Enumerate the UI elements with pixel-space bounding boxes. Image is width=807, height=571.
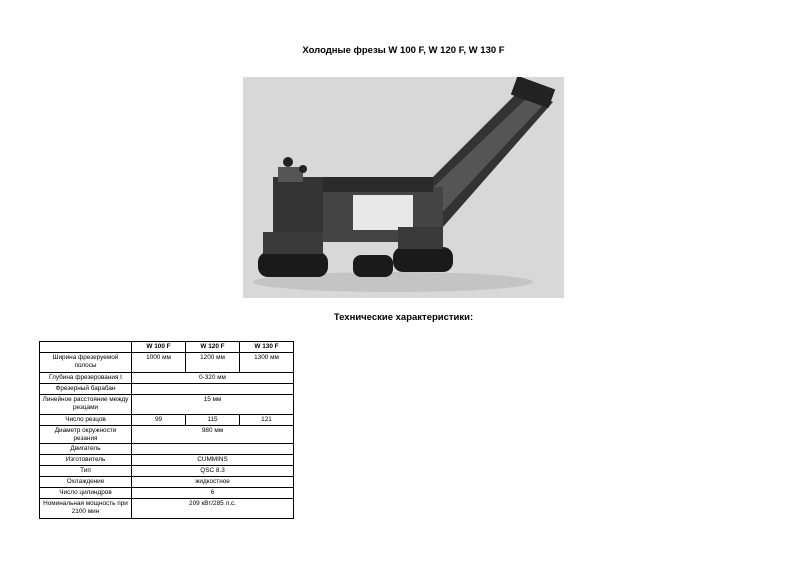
row-value: жидкостное xyxy=(132,477,294,488)
row-label: Ширина фрезеруемой полосы xyxy=(40,353,132,373)
table-row xyxy=(40,415,294,426)
row-value: QSC 8.3 xyxy=(132,466,294,477)
table-row xyxy=(40,353,294,373)
row-value: 1300 мм xyxy=(240,353,294,373)
row-value: 1000 мм xyxy=(132,353,186,373)
header-cell: W 100 F xyxy=(132,342,186,353)
section-label: Двигатель xyxy=(40,444,132,455)
row-value: 6 xyxy=(132,488,294,499)
header-cell: W 120 F xyxy=(186,342,240,353)
machine-photo xyxy=(243,77,564,298)
row-label: Число цилиндров xyxy=(40,488,132,499)
row-label: Глубина фрезерования I xyxy=(40,373,132,384)
row-label: Диаметр окружности резания xyxy=(40,426,132,444)
row-value: 209 кВт/285 л.с. xyxy=(132,499,294,519)
table-section-row xyxy=(40,384,294,395)
table-row xyxy=(40,466,294,477)
row-value: CUMMINS xyxy=(132,455,294,466)
table-row xyxy=(40,499,294,519)
row-value: 115 xyxy=(186,415,240,426)
table-row xyxy=(40,455,294,466)
row-value: 980 мм xyxy=(132,426,294,444)
header-cell: W 130 F xyxy=(240,342,294,353)
row-value: 0-320 мм xyxy=(132,373,294,384)
row-value: 15 мм xyxy=(132,395,294,415)
table-header-row xyxy=(40,342,294,353)
cold-milling-machine-illustration xyxy=(243,77,564,298)
table-section-row xyxy=(40,444,294,455)
row-label: Охлаждение xyxy=(40,477,132,488)
header-cell xyxy=(40,342,132,353)
row-value: 99 xyxy=(132,415,186,426)
row-value xyxy=(132,384,294,395)
row-value: 1200 мм xyxy=(186,353,240,373)
row-value: 121 xyxy=(240,415,294,426)
row-label: Линейное расстояние между резцами xyxy=(40,395,132,415)
table-row xyxy=(40,426,294,444)
page-title: Холодные фрезы W 100 F, W 120 F, W 130 F xyxy=(302,45,505,56)
table-row xyxy=(40,395,294,415)
row-label: Число резцов xyxy=(40,415,132,426)
table-row xyxy=(40,373,294,384)
row-value xyxy=(132,444,294,455)
row-label: Изготовитель xyxy=(40,455,132,466)
section-label: Фрезерный барабан xyxy=(40,384,132,395)
row-label: Номинальная мощность при 2100 мин xyxy=(40,499,132,519)
specs-table xyxy=(39,341,294,519)
section-title: Технические характеристики: xyxy=(333,312,474,323)
table-row xyxy=(40,488,294,499)
table-row xyxy=(40,477,294,488)
row-label: Тип xyxy=(40,466,132,477)
